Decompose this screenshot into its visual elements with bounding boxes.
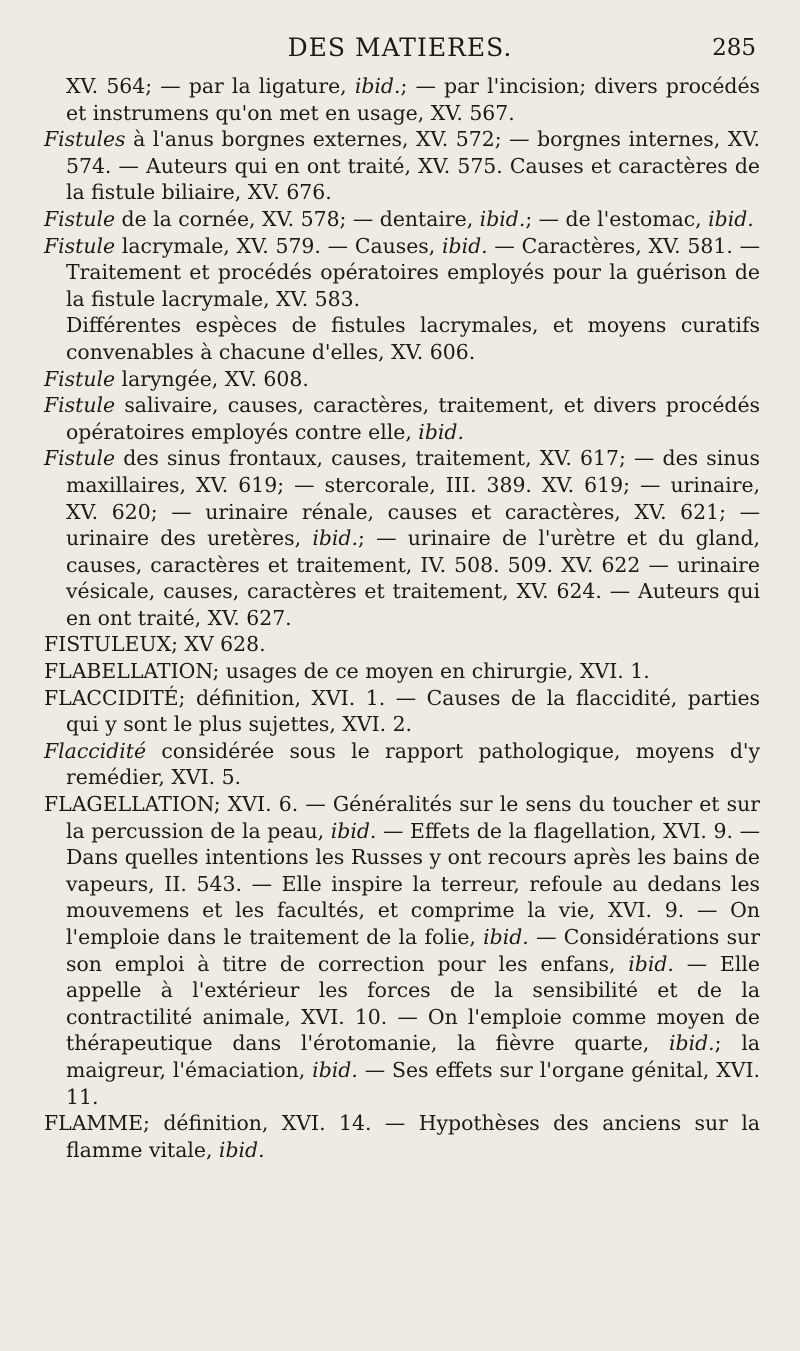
index-entry: [44, 126, 760, 206]
italic-term: Fistule: [44, 233, 116, 258]
entry-text: ; la maigreur, l'émaciation,: [66, 1031, 761, 1082]
italic-term: Fistule: [44, 366, 116, 391]
entry-text: FLAMME; définition, XVI. 14. — Hypothèses des anciens sur la flamme vitale,: [44, 1111, 760, 1162]
italic-term: ibid.: [354, 74, 401, 98]
entry-text: FLACCIDITÉ; définition, XVI. 1. — Causes de la flaccidité, parties qui y sont le plus sujettes, XVI. 2.: [44, 685, 760, 737]
entry-text: ; — de l'estomac,: [525, 206, 709, 231]
italic-term: Fistule: [44, 206, 116, 231]
entry-text: lacrymale, XV. 579. — Causes,: [115, 233, 442, 258]
index-entry: [44, 312, 760, 365]
italic-term: ibid.: [708, 206, 754, 231]
entry-text: à l'anus borgnes externes, XV. 572; — borgnes internes, XV. 574. — Auteurs qui en ont traité, XV. 575. Causes et caractères de la fistule biliaire, XV. 676.: [66, 127, 760, 205]
italic-term: ibid.: [479, 206, 526, 231]
entry-text: considérée sous le rapport pathologique, moyens d'y remédier, XVI. 5.: [66, 738, 760, 790]
index-entry: [44, 73, 760, 126]
entry-text: Différentes espèces de fistules lacrymales, et moyens curatifs convenables à chacune d'elles, XV. 606.: [66, 313, 760, 364]
italic-term: ibid.: [483, 925, 529, 949]
italic-term: ibid.: [669, 1031, 715, 1056]
page-number: 285: [712, 35, 756, 61]
entry-text: laryngée, XV. 608.: [115, 366, 309, 391]
index-entry: [44, 392, 760, 445]
entry-text: FLABELLATION; usages de ce moyen en chirurgie, XVI. 1.: [44, 659, 650, 684]
italic-term: ibid.: [442, 233, 488, 258]
entry-text: ; — par l'incision; divers procédés et instrumens qu'on met en usage, XV. 567.: [66, 74, 760, 125]
entry-text: FISTULEUX; XV 628.: [44, 632, 266, 657]
index-entry: [44, 1110, 760, 1163]
index-entry: [44, 658, 760, 685]
italic-term: Fistule: [44, 393, 116, 418]
entry-text: salivaire, causes, caractères, traitement, et divers procédés opératoires employés contre elle,: [66, 393, 760, 444]
index-entry: [44, 233, 760, 313]
entry-text: de la cornée, XV. 578; — dentaire,: [115, 206, 480, 231]
entry-text: — Considérations sur son emploi à titre de correction pour les enfans,: [66, 925, 760, 976]
italic-term: ibid.: [418, 419, 464, 444]
index-entry: [44, 445, 760, 631]
italic-term: ibid.: [312, 1057, 358, 1082]
index-entry: [44, 791, 760, 1110]
entry-text: XV. 564; — par la ligature,: [66, 74, 355, 98]
entry-text: — Effets de la flagellation, XVI. 9. — Dans quelles intentions les Russes y ont recours après les bains de vapeurs, II. 543. — Elle inspire la terreur, refoule au dedans les mouvemens et les facultés, et comprime la vie, XVI. 9. — On l'emploie dans le traitement de la folie,: [66, 818, 760, 949]
entry-text: des sinus frontaux, causes, traitement, XV. 617; — des sinus maxillaires, XV. 619; — stercorale, III. 389. XV. 619; — urinaire, XV. 620; — urinaire rénale, causes et caractères, XV. 621; — urinaire des uretères,: [66, 446, 760, 551]
italic-term: ibid.: [628, 951, 674, 976]
italic-term: ibid.: [312, 526, 358, 551]
italic-term: Fistule: [44, 446, 116, 471]
running-header: [0, 33, 800, 67]
italic-term: ibid.: [330, 818, 377, 843]
index-entry: [44, 685, 760, 738]
entry-text: — Elle appelle à l'extérieur les forces de la sensibilité et de la contractilité animale, XVI. 10. — On l'emploie comme moyen de thérapeutique dans l'érotomanie, la fièvre quarte,: [66, 951, 760, 1056]
entry-text: — Ses effets sur l'organe génital, XVI. 11.: [66, 1057, 760, 1109]
index-entry: [44, 206, 760, 233]
entry-text: FLAGELLATION; XVI. 6. — Généralités sur le sens du toucher et sur la percussion de la peau,: [44, 792, 760, 843]
index-entry: [44, 738, 760, 791]
index-entries: [44, 73, 760, 1163]
italic-term: Fistules: [44, 127, 126, 152]
index-entry: [44, 631, 760, 658]
index-entry: [44, 366, 760, 393]
entry-text: ; — urinaire de l'urètre et du gland, causes, caractères et traitement, IV. 508. 509. XV. 622 — urinaire vésicale, causes, caractères et traitement, XV. 624. — Auteurs qui en ont traité, XV. 627.: [66, 526, 760, 630]
italic-term: ibid.: [218, 1137, 265, 1162]
entry-text: — Caractères, XV. 581. — Traitement et procédés opératoires employés pour la guérison de la fistule lacrymale, XV. 583.: [66, 233, 760, 311]
italic-term: Flaccidité: [44, 738, 147, 763]
running-title: DES MATIERES.: [287, 33, 513, 62]
